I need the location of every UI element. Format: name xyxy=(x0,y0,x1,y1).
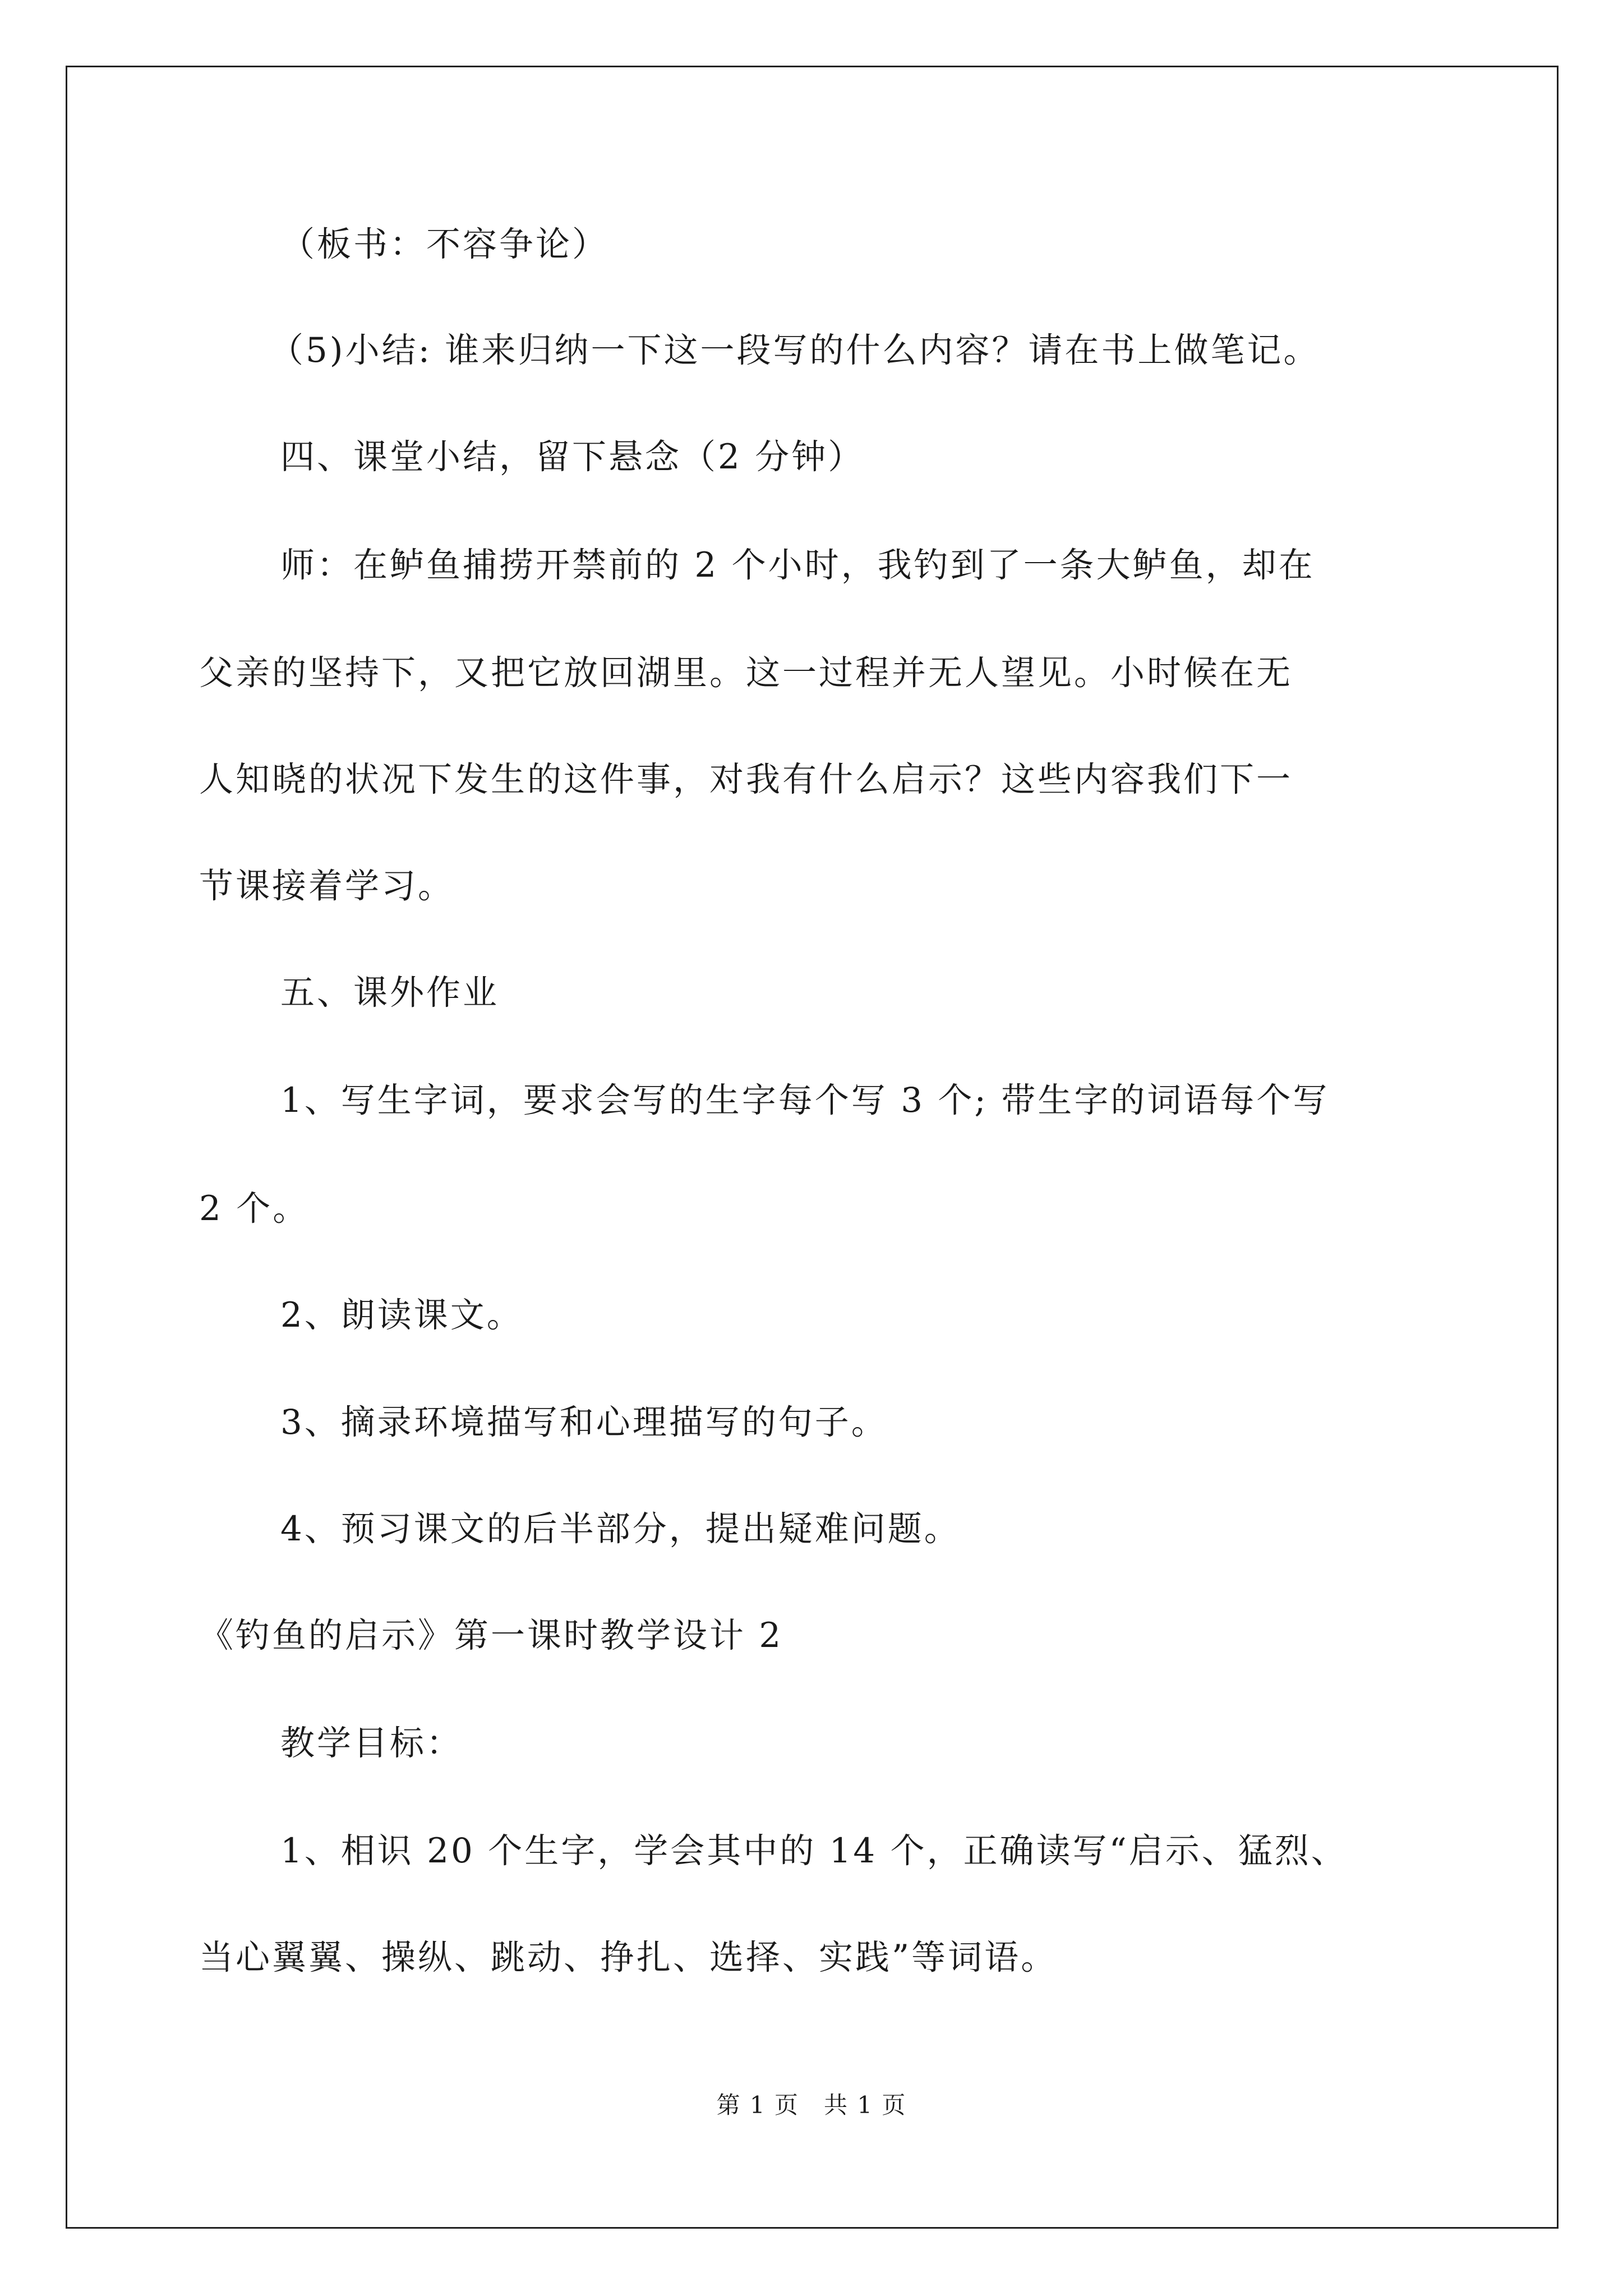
text-line-teacher-cont-1: 父亲的坚持下，又把它放回湖里。这一过程并无人望见。小时候在无 xyxy=(199,653,1293,693)
page-border xyxy=(66,66,1559,2229)
homework-item-3: 3、摘录环境描写和心理描写的句子。 xyxy=(280,1402,888,1442)
text-line-teacher: 师：在鲈鱼捕捞开禁前的 2 个小时，我钓到了一条大鲈鱼，却在 xyxy=(280,545,1315,585)
document-title: 《钓鱼的启示》第一课时教学设计 2 xyxy=(199,1616,783,1655)
teaching-goal-1-cont: 当心翼翼、操纵、跳动、挣扎、选择、实践”等词语。 xyxy=(199,1938,1058,1977)
homework-item-2: 2、朗读课文。 xyxy=(280,1295,523,1335)
text-line-teacher-cont-2: 人知晓的状况下发生的这件事，对我有什么启示？这些内容我们下一 xyxy=(199,760,1293,799)
section-heading-4: 四、课堂小结，留下悬念（2 分钟） xyxy=(280,437,865,477)
text-line-teacher-cont-3: 节课接着学习。 xyxy=(199,866,455,906)
section-heading-5: 五、课外作业 xyxy=(280,973,500,1013)
homework-item-1: 1、写生字词，要求会写的生字每个写 3 个; 带生字的词语每个写 xyxy=(280,1080,1330,1120)
page-footer: 第 1 页 共 1 页 xyxy=(716,2091,907,2119)
text-line-summary-5: （5)小结: 谁来归纳一下这一段写的什么内容？请在书上做笔记。 xyxy=(269,330,1320,370)
teaching-goal-1: 1、相识 20 个生字，学会其中的 14 个，正确读写“启示、猛烈、 xyxy=(280,1831,1348,1871)
text-line-board-note: （板书：不容争论） xyxy=(280,224,609,264)
homework-item-1-cont: 2 个。 xyxy=(199,1189,310,1228)
teaching-goals-heading: 教学目标： xyxy=(280,1723,463,1763)
homework-item-4: 4、预习课文的后半部分，提出疑难问题。 xyxy=(280,1509,961,1549)
